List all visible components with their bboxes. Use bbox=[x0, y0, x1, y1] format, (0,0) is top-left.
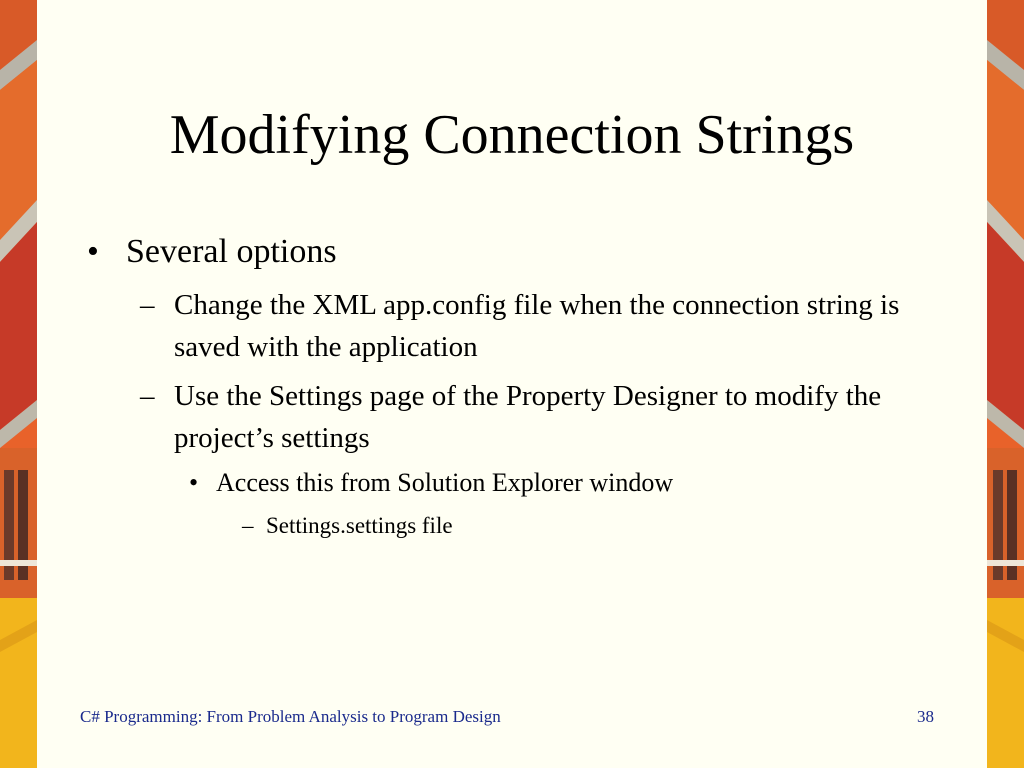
bullet-text: Change the XML app.config file when the connection string is saved with the application bbox=[174, 289, 900, 363]
bullet-text: Use the Settings page of the Property Designer to modify the project’s settings bbox=[174, 380, 882, 454]
bullet-marker: • bbox=[189, 468, 199, 497]
dash-marker: – bbox=[140, 289, 155, 321]
dash-marker: – bbox=[140, 380, 155, 412]
slide-title: Modifying Connection Strings bbox=[169, 104, 855, 166]
dash-marker: – bbox=[242, 513, 254, 538]
left-decorative-border bbox=[0, 0, 37, 768]
bullet-text: Access this from Solution Explorer window bbox=[216, 468, 674, 497]
footer-course-title: C# Programming: From Problem Analysis to Program Design bbox=[80, 707, 501, 726]
bullet-marker: • bbox=[87, 233, 99, 270]
bullet-text: Several options bbox=[126, 233, 337, 270]
right-decorative-border bbox=[987, 0, 1024, 768]
building-facade-graphic-right bbox=[987, 0, 1024, 768]
bullet-text: Settings.settings file bbox=[266, 513, 453, 538]
footer-page-number: 38 bbox=[917, 707, 934, 726]
building-facade-graphic-left bbox=[0, 0, 37, 768]
